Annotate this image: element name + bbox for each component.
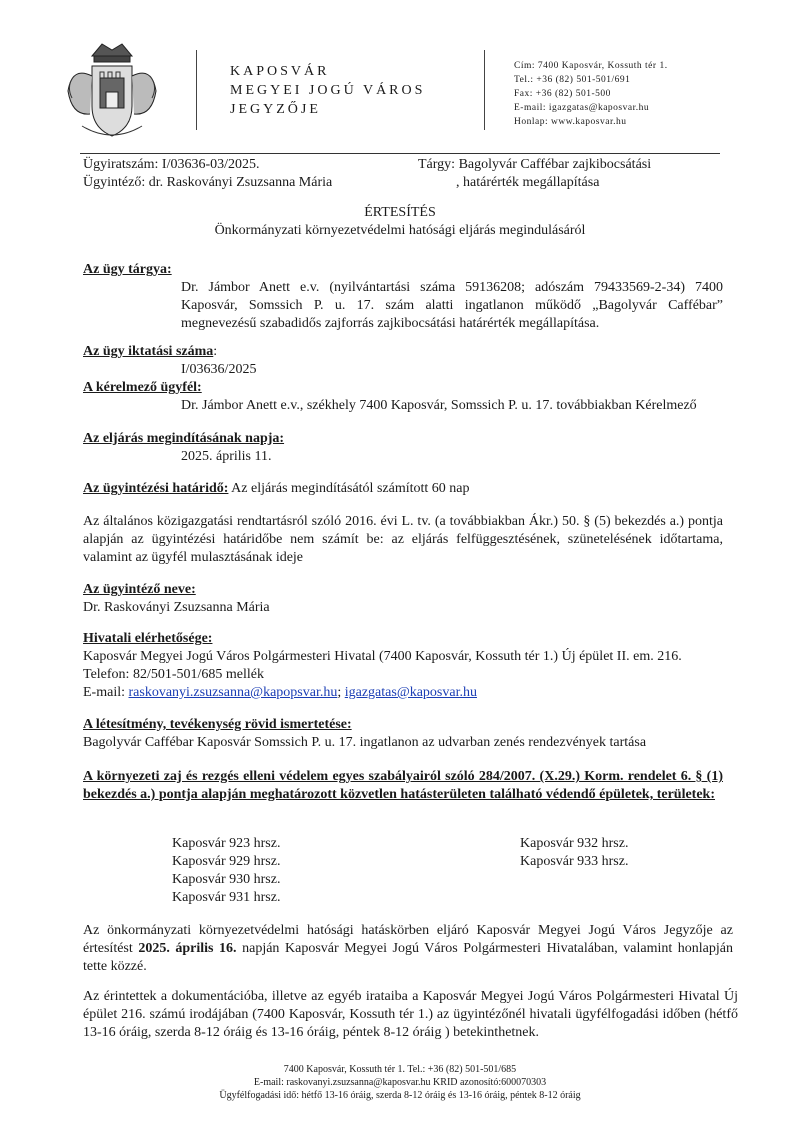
contact-info xyxy=(514,59,668,129)
org-line-2: MEGYEI JOGÚ VÁROS xyxy=(230,83,426,98)
organization-name xyxy=(230,62,425,119)
lots-right-column xyxy=(520,835,628,871)
applicant-label: A kérelmező ügyfél: xyxy=(83,380,202,395)
email-separator: ; xyxy=(337,685,345,700)
deadline-label: Az ügyintézési határidő: xyxy=(83,481,229,496)
document-subtitle: Önkormányzati környezetvédelmi hatósági eljárás megindulásáról xyxy=(214,223,586,238)
facility-label: A létesítmény, tevékenység rövid ismertetése: xyxy=(83,717,352,732)
subject-line-1: Tárgy: Bagolyvár Caffébar zajkibocsátási xyxy=(418,157,652,172)
contact-fax: Fax: +36 (82) 501-500 xyxy=(514,89,611,99)
registration-label: Az ügy iktatási száma xyxy=(83,344,214,359)
lot-item: Kaposvár 923 hrsz. xyxy=(172,836,281,851)
akr-paragraph: Az általános közigazgatási rendtartásról szóló 2016. évi L. tv. (a továbbiakban Ákr.) 50. § (5) bekezdés a.) pontja alapján az ügyintézési határidőbe nem számít be: az eljárás felfüggesztésének, szünetelésének időtartama, valamint az ügyfél mulasztásának ideje xyxy=(83,514,723,565)
footer-line-3: Ügyfélfogadási idő: hétfő 13-16 óráig, szerda 8-12 óráig és 13-16 óráig, péntek 8-12 óráig xyxy=(219,1090,581,1101)
section-start-date xyxy=(83,430,723,466)
office-contact-label: Hivatali elérhetősége: xyxy=(83,631,213,646)
contact-address: Cím: 7400 Kaposvár, Kossuth tér 1. xyxy=(514,61,668,71)
lot-item: Kaposvár 931 hrsz. xyxy=(172,890,281,905)
publication-paragraph xyxy=(83,922,733,976)
case-meta xyxy=(83,156,332,192)
facility-description: Bagolyvár Caffébar Kaposvár Somssich P. u. 17. ingatlanon az udvarban zenés rendezvények tartása xyxy=(83,735,647,750)
section-contact xyxy=(83,630,733,702)
page-footer xyxy=(0,1063,800,1102)
org-line-1: KAPOSVÁR xyxy=(230,64,330,79)
subject-meta xyxy=(418,156,651,192)
section-registration xyxy=(83,343,723,415)
start-date-label: Az eljárás megindításának napja: xyxy=(83,431,285,446)
publication-date: 2025. április 16. xyxy=(138,941,237,956)
start-date-value: 2025. április 11. xyxy=(181,449,272,464)
subject-label: Az ügy tárgya: xyxy=(83,262,172,277)
publication-text-b: napján Kaposvár Megyei Jogú Város Polgármesteri Hivatalában, valamint honlapján tette közzé. xyxy=(83,941,734,974)
lots-left-column xyxy=(172,835,280,907)
deadline-value: Az eljárás megindításától számított 60 nap xyxy=(228,481,470,496)
header-divider xyxy=(196,50,197,130)
section-subject xyxy=(83,261,723,333)
section-officer xyxy=(83,581,723,617)
case-number: Ügyiratszám: I/03636-03/2025. xyxy=(83,157,260,172)
header-divider-2 xyxy=(484,50,485,130)
lot-item: Kaposvár 930 hrsz. xyxy=(172,872,281,887)
subject-text: Dr. Jámbor Anett e.v. (nyilvántartási száma 59136208; adószám 79433569-2-34) 7400 Kaposvár, Somssich P. u. 17. szám alatti ingatlanon működő „Bagolyvár Caffébar” megnevezésű szabadidős zajforrás zajkibocsátási határérték megállapítása. xyxy=(181,280,723,331)
registration-number: I/03636/2025 xyxy=(181,362,257,377)
footer-line-2: E-mail: raskovanyi.zsuzsanna@kaposvar.hu KRID azonosító:600070303 xyxy=(253,1077,547,1088)
document-title: ÉRTESÍTÉS xyxy=(364,205,436,220)
inspection-paragraph: Az érintettek a dokumentációba, illetve az egyéb irataiba a Kaposvár Megyei Jogú Város Polgármesteri Hivatal Új épület 216. számú irodájában (7400 Kaposvár, Kossuth tér 1.) az ügyintézőnél hivatali ügyfélfogadási időben (hétfő 13-16 óráig, szerda 8-12 óráig és 13-16 óráig, péntek 8-12 óráig ) betekinthetnek. xyxy=(83,989,738,1040)
officer-email-link[interactable]: raskovanyi.zsuzsanna@kapopsvar.hu xyxy=(128,685,338,700)
coat-of-arms-icon xyxy=(62,36,162,146)
org-line-3: JEGYZŐJE xyxy=(230,102,321,117)
contact-phone: Tel.: +36 (82) 501-501/691 xyxy=(514,75,631,85)
header-rule xyxy=(80,153,720,154)
office-email-line xyxy=(83,684,733,702)
email-prefix: E-mail: xyxy=(83,685,129,700)
section-deadline xyxy=(83,480,723,498)
lot-item: Kaposvár 933 hrsz. xyxy=(520,854,629,869)
section-facility xyxy=(83,716,723,752)
contact-email: E-mail: igazgatas@kaposvar.hu xyxy=(514,103,650,113)
office-phone: Telefon: 82/501-501/685 mellék xyxy=(83,667,264,682)
office-address: Kaposvár Megyei Jogú Város Polgármesteri Hivatal (7400 Kaposvár, Kossuth tér 1.) Új épület II. em. 216. xyxy=(83,649,682,664)
registration-colon: : xyxy=(213,344,218,359)
officer-label: Az ügyintéző neve: xyxy=(83,582,196,597)
contact-website: Honlap: www.kaposvar.hu xyxy=(514,117,627,127)
regulation-heading: A környezeti zaj és rezgés elleni védelem egyes szabályairól szóló 284/2007. (X.29.) Korm. rendelet 6. § (1) bekezdés a.) pontja alapján meghatározott közvetlen hatásterületen található védendő épületek, területek: xyxy=(83,769,723,802)
publication-text-a: Az önkormányzati környezetvédelmi hatósági hatáskörben eljáró Kaposvár Megyei Jogú Város Jegyzője az értesítést xyxy=(83,923,733,956)
applicant-value: Dr. Jámbor Anett e.v., székhely 7400 Kaposvár, Somssich P. u. 17. továbbiakban Kérelmező xyxy=(181,398,697,413)
case-officer: Ügyintéző: dr. Raskoványi Zsuzsanna Mária xyxy=(83,175,333,190)
lot-item: Kaposvár 932 hrsz. xyxy=(520,836,629,851)
officer-name: Dr. Raskoványi Zsuzsanna Mária xyxy=(83,600,270,615)
footer-line-1: 7400 Kaposvár, Kossuth tér 1. Tel.: +36 (82) 501-501/685 xyxy=(283,1064,517,1075)
office-email-link[interactable]: igazgatas@kaposvar.hu xyxy=(344,685,477,700)
lot-item: Kaposvár 929 hrsz. xyxy=(172,854,281,869)
subject-line-2: , határérték megállapítása xyxy=(456,175,600,190)
